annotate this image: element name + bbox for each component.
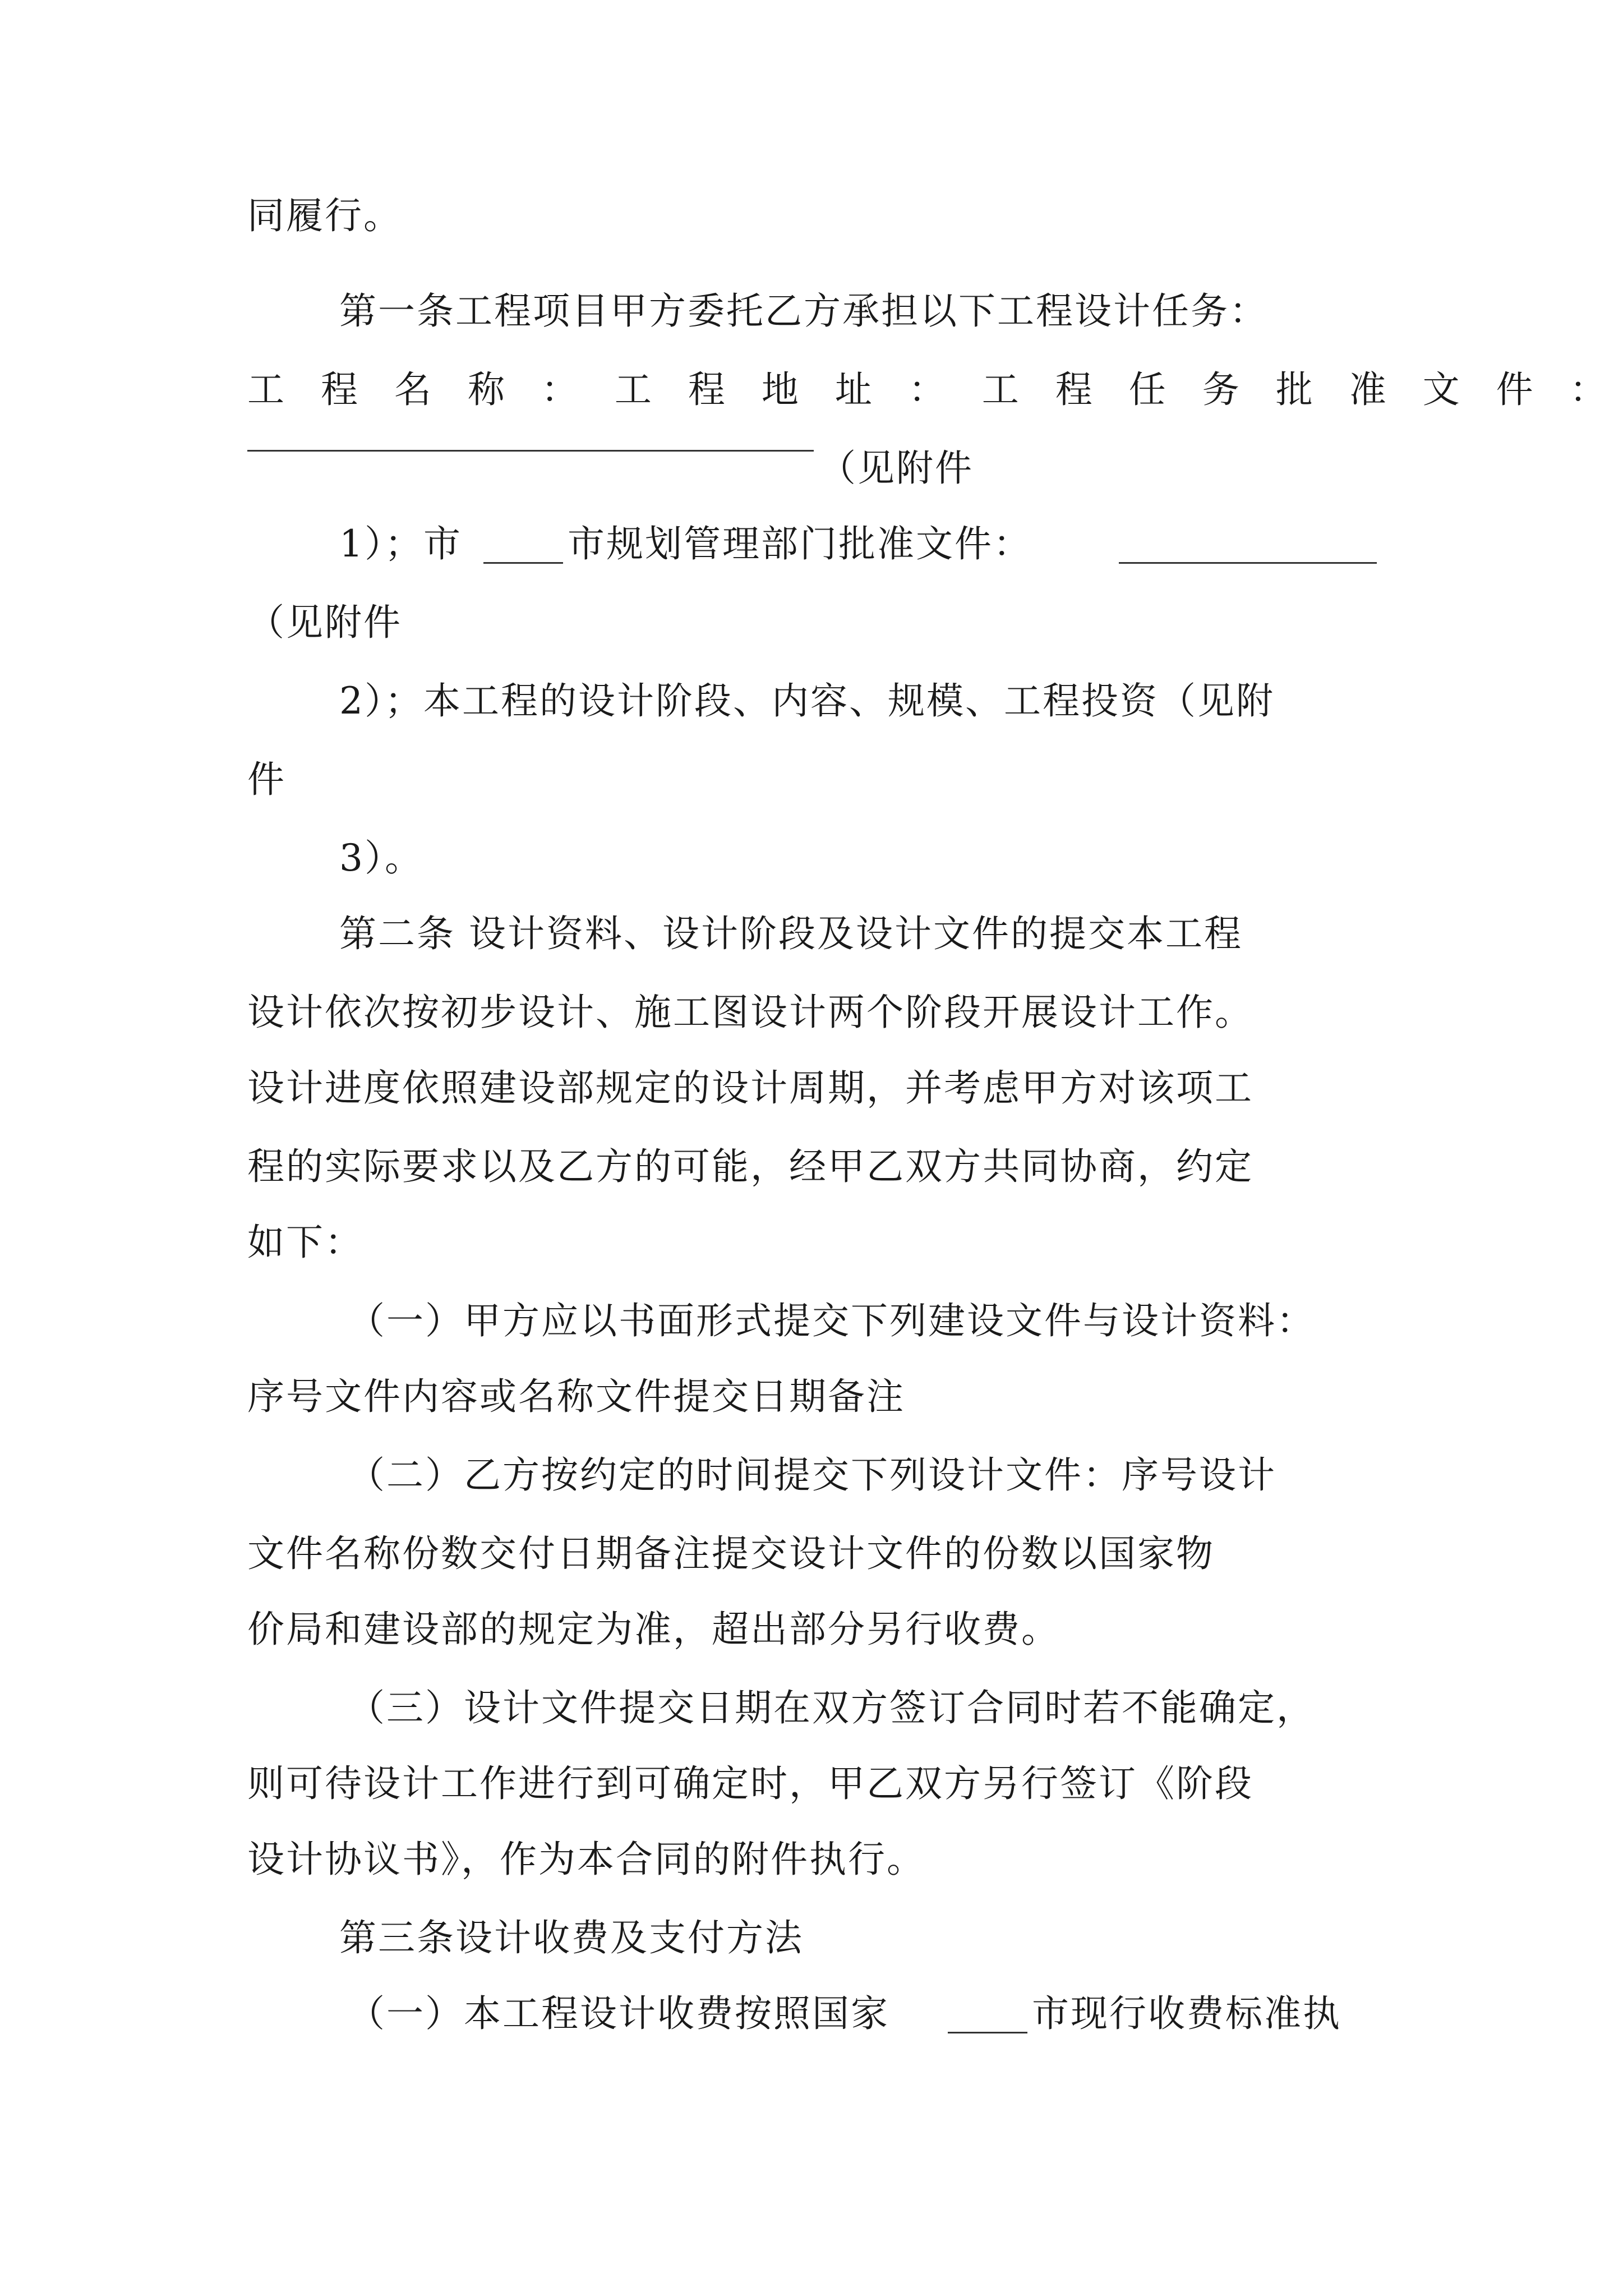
paragraph-line: （一）本工程设计收费按照国家: [348, 1992, 889, 2035]
paragraph-line: （三）设计文件提交日期在双方签订合同时若不能确定，: [348, 1686, 1315, 1729]
paragraph-line: 2）；本工程的设计阶段、内容、规模、工程投资（见附: [339, 679, 1275, 723]
article-1-heading: 第一条工程项目甲方委托乙方承担以下工程设计任务：: [339, 289, 1268, 333]
paragraph-line: 文件名称份数交付日期备注提交设计文件的份数以国家物: [247, 1532, 1215, 1575]
fill-in-blank: [483, 562, 563, 564]
paragraph-line: 1）；市: [339, 522, 462, 565]
paragraph-line: 工 程 名 称 ： 工 程 地 址 ： 工 程 任 务 批 准 文 件 ：: [247, 368, 1619, 411]
paragraph-line: 价局和建设部的规定为准，超出部分另行收费。: [247, 1608, 1060, 1651]
paragraph-line: 设计进度依照建设部规定的设计周期，并考虑甲方对该项工: [247, 1066, 1253, 1110]
paragraph-line: 同履行。: [247, 194, 402, 237]
paragraph-line: 程的实际要求以及乙方的可能，经甲乙双方共同协商，约定: [247, 1145, 1253, 1188]
paragraph-line: 则可待设计工作进行到可确定时，甲乙双方另行签订《阶段: [247, 1762, 1253, 1805]
paragraph-line: 3）。: [339, 836, 423, 880]
paragraph-line: 件: [247, 758, 286, 801]
article-2-heading: 第二条 设计资料、设计阶段及设计文件的提交本工程: [339, 912, 1243, 955]
paragraph-line: （二）乙方按约定的时间提交下列设计文件：序号设计: [348, 1453, 1276, 1497]
paragraph-line: （见附件: [247, 601, 402, 644]
article-3-heading: 第三条设计收费及支付方法: [339, 1916, 804, 1959]
paragraph-line: （一）甲方应以书面形式提交下列建设文件与设计资料：: [348, 1299, 1315, 1342]
paragraph-line: 如下：: [247, 1221, 363, 1264]
paragraph-line: 市规划管理部门批准文件：: [568, 522, 1032, 565]
paragraph-line: 设计协议书》，作为本合同的附件执行。: [247, 1838, 925, 1881]
paragraph-line: 序号文件内容或名称文件提交日期备注: [247, 1375, 905, 1418]
fill-in-blank: [247, 450, 814, 452]
fill-in-blank: [948, 2032, 1027, 2033]
paragraph-line: （见附件: [819, 447, 974, 490]
fill-in-blank: [1119, 562, 1377, 564]
paragraph-line: 设计依次按初步设计、施工图设计两个阶段开展设计工作。: [247, 991, 1253, 1034]
paragraph-line: 市现行收费标准执: [1032, 1992, 1341, 2035]
